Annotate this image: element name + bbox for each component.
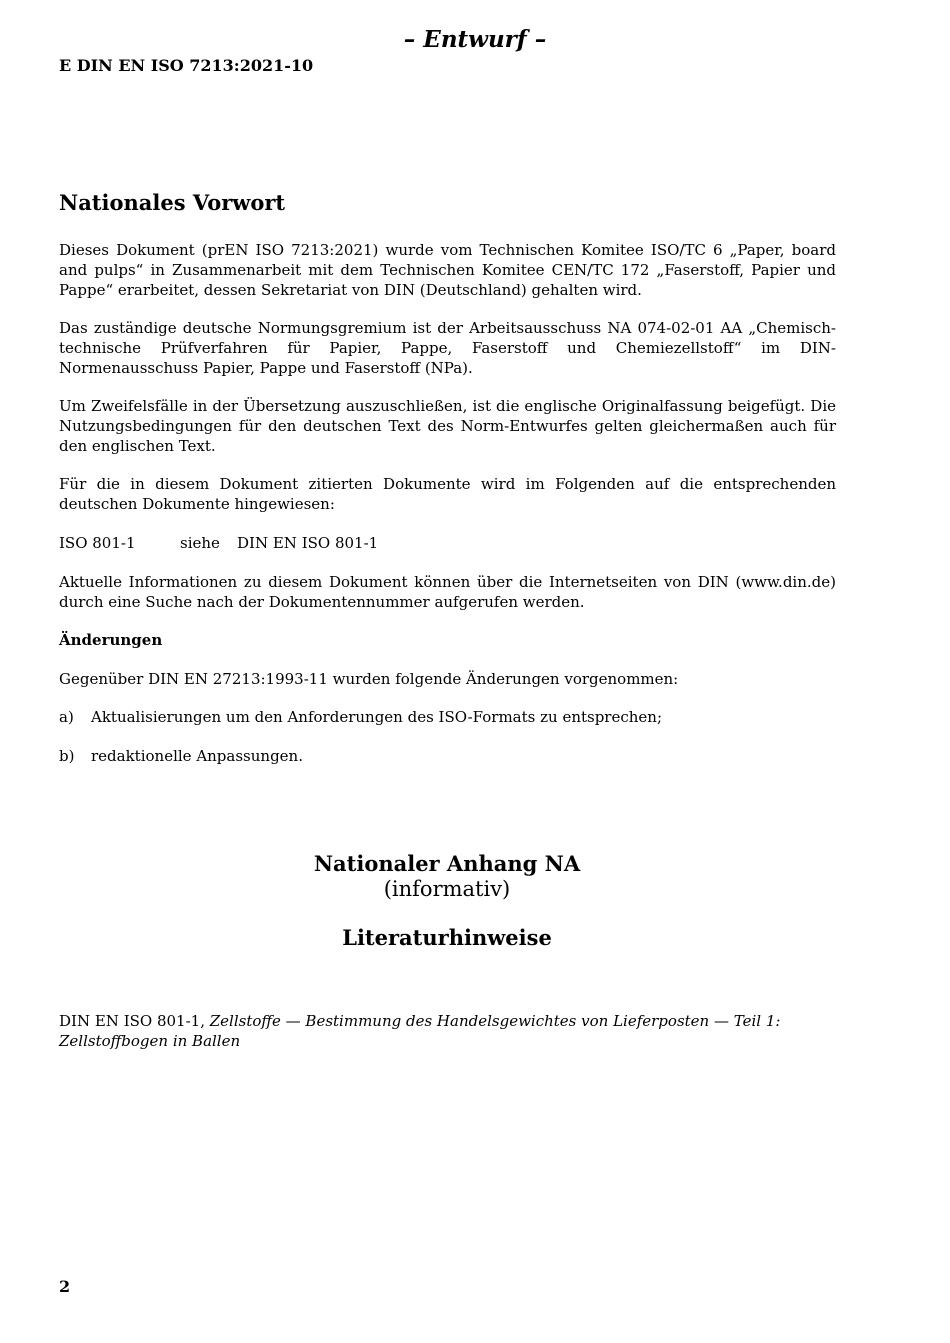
list-item-text: redaktionelle Anpassungen. xyxy=(91,747,303,765)
foreword-paragraph-2: Das zuständige deutsche Normungsgremium ist der Arbeitsausschuss NA 074-02-01 AA „Chemisch-technische Prüfverfahren für Papier, Pappe, Faserstoff und Chemiezellstoff“ im DIN-Normenausschuss Papier, Pappe und Faserstoff (NPa). xyxy=(59,319,836,377)
changes-heading: Änderungen xyxy=(59,631,163,649)
reference-iso: ISO 801-1 xyxy=(59,534,136,552)
reference-din: DIN EN ISO 801-1 xyxy=(237,534,379,552)
bibliography-ref: DIN EN ISO 801-1, xyxy=(59,1012,210,1030)
foreword-paragraph-1: Dieses Dokument (prEN ISO 7213:2021) wurde vom Technischen Komitee ISO/TC 6 „Paper, board and pulps“ in Zusammenarbeit mit dem Technischen Komitee CEN/TC 172 „Faserstoff, Papier und Pappe“ erarbeitet, dessen Sekretariat von DIN (Deutschland) gehalten wird. xyxy=(59,241,836,299)
changes-intro: Gegenüber DIN EN 27213:1993-11 wurden folgende Änderungen vorgenommen: xyxy=(59,670,679,688)
changes-list-item xyxy=(59,707,836,727)
annex-subtitle: (informativ) xyxy=(383,877,511,901)
bibliography-entry xyxy=(59,1011,836,1051)
list-marker: a) xyxy=(59,708,74,726)
bibliography-title-text: Zellstoffe — Bestimmung des Handelsgewichtes von Lieferposten — Teil 1: Zellstoffbogen in Ballen xyxy=(59,1012,781,1050)
list-marker: b) xyxy=(59,747,75,765)
foreword-paragraph-3: Um Zweifelsfälle in der Übersetzung auszuschließen, ist die englische Originalfassung beigefügt. Die Nutzungsbedingungen für den deutschen Text des Norm-Entwurfes gelten gleichermaßen auch für den englischen Text. xyxy=(59,397,836,455)
annex-title: Nationaler Anhang NA xyxy=(313,851,581,876)
reference-see: siehe xyxy=(180,534,220,552)
bibliography-title: Literaturhinweise xyxy=(342,925,552,950)
reference-row xyxy=(59,533,836,553)
changes-list-item xyxy=(59,746,836,766)
list-item-text: Aktualisierungen um den Anforderungen des ISO-Formats zu entsprechen; xyxy=(91,708,663,726)
info-paragraph: Aktuelle Informationen zu diesem Dokument können über die Internetseiten von DIN (www.din.de) durch eine Suche nach der Dokumentennummer aufgerufen werden. xyxy=(59,573,836,611)
page-number: 2 xyxy=(59,1277,71,1296)
foreword-paragraph-4: Für die in diesem Dokument zitierten Dokumente wird im Folgenden auf die entsprechenden deutschen Dokumente hingewiesen: xyxy=(59,475,836,513)
draft-watermark-title: – Entwurf – xyxy=(403,26,547,53)
foreword-title: Nationales Vorwort xyxy=(59,190,286,215)
document-id: E DIN EN ISO 7213:2021-10 xyxy=(59,56,314,75)
